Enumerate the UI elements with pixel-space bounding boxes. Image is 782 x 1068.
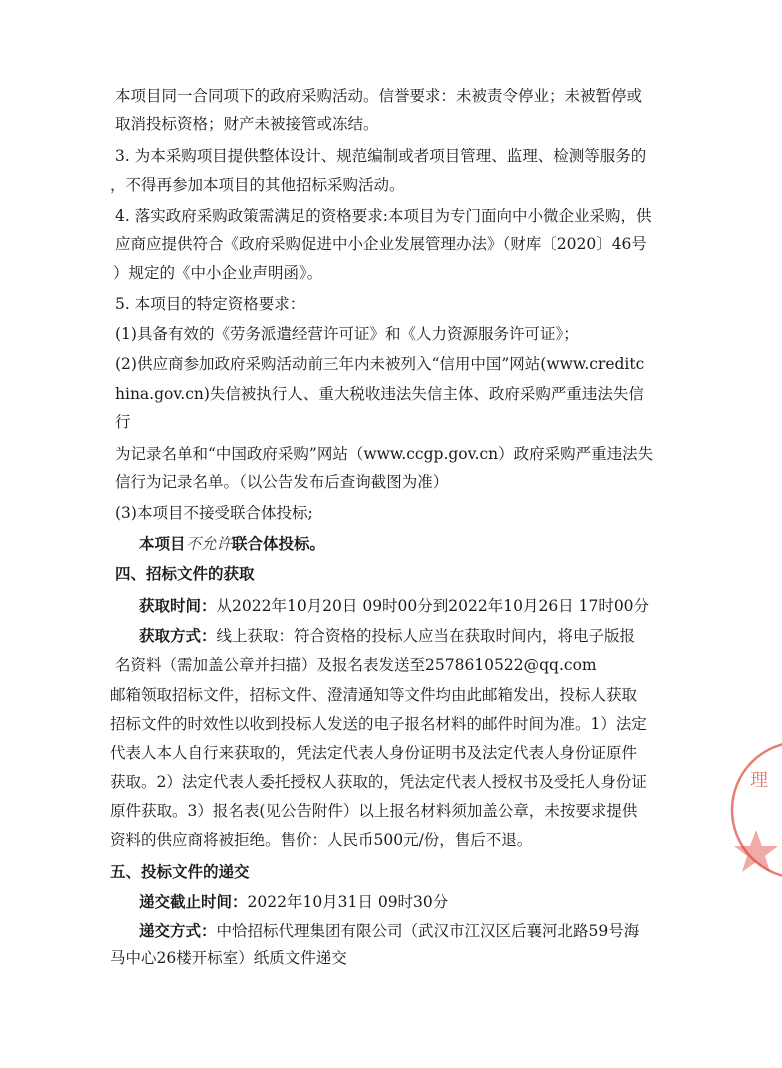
text-line: 3. 为本采购项目提供整体设计、规范编制或者项目管理、监理、检测等服务的 — [115, 147, 647, 165]
field-value: 中恰招标代理集团有限公司（武汉市江汉区后襄河北路59号海 — [216, 922, 640, 940]
field-value: 2022年10月31日 09时30分 — [247, 893, 449, 911]
text-span-italic: 不允许 — [185, 535, 233, 553]
text-span: 本项目 — [139, 535, 186, 553]
text-line: 本项目同一合同项下的政府采购活动。信誉要求：未被责令停业；未被暂停或 — [115, 87, 643, 105]
seal-char: 理 — [750, 770, 768, 791]
seal-star-icon — [734, 830, 778, 872]
text-line: (3)本项目不接受联合体投标; — [115, 504, 313, 522]
text-line: 资料的供应商将被拒绝。售价：人民币500元/份，售后不退。 — [110, 831, 533, 849]
text-line: 获取。2）法定代表人委托授权人获取的，凭法定代表人授权书及受托人身份证 — [110, 773, 647, 791]
text-line: 4. 落实政府采购政策需满足的资格要求:本项目为专门面向中小微企业采购，供 — [115, 207, 652, 225]
text-line — [139, 534, 325, 554]
text-line: ）规定的《中小企业声明函》。 — [113, 264, 323, 282]
text-line: hina.gov.cn)失信被执行人、重大税收违法失信主体、政府采购严重违法失信 — [115, 385, 644, 403]
text-line: (2)供应商参加政府采购活动前三年内未被列入“信用中国”网站(www.creditc — [115, 355, 645, 373]
field-value: 线上获取：符合资格的投标人应当在获取时间内，将电子版报 — [216, 627, 636, 645]
section-heading: 五、投标文件的递交 — [110, 863, 250, 881]
text-line — [139, 892, 448, 912]
seal-graphic — [722, 738, 782, 908]
field-label: 获取方式： — [139, 627, 217, 645]
field-label: 获取时间： — [139, 597, 217, 615]
text-line: 原件获取。3）报名表(见公告附件）以上报名材料须加盖公章，未按要求提供 — [110, 802, 638, 820]
text-line: 代表人本人自行来获取的，凭法定代表人身份证明书及法定代表人身份证原件 — [110, 744, 638, 762]
text-line: 马中心26楼开标室）纸质文件递交 — [110, 949, 347, 967]
text-line — [139, 921, 639, 941]
field-label: 递交方式： — [139, 922, 217, 940]
text-line: 取消投标资格；财产未被接管或冻结。 — [115, 115, 379, 133]
text-line: 5. 本项目的特定资格要求： — [115, 295, 306, 313]
text-line — [139, 626, 635, 646]
text-line: 行 — [115, 413, 131, 431]
field-label: 递交截止时间： — [139, 893, 248, 911]
text-line — [139, 596, 649, 616]
text-line: 为记录名单和“中国政府采购”网站（www.ccgp.gov.cn）政府采购严重违法失 — [115, 445, 654, 463]
text-span: 联合体投标。 — [232, 535, 326, 553]
text-line: 信行为记录名单。（以公告发布后查询截图为准） — [115, 473, 449, 491]
official-seal-fragment — [722, 738, 782, 908]
text-line: 招标文件的时效性以收到投标人发送的电子报名材料的邮件时间为准。1）法定 — [110, 715, 647, 733]
text-line: 名资料（需加盖公章并扫描）及报名表发送至2578610522@qq.com — [115, 656, 597, 674]
text-line: 应商应提供符合《政府采购促进中小企业发展管理办法》（财库〔2020〕46号 — [115, 235, 647, 253]
field-value: 从2022年10月20日 09时00分到2022年10月26日 17时00分 — [216, 597, 650, 615]
text-line: ，不得再参加本项目的其他招标采购活动。 — [110, 176, 405, 194]
section-heading: 四、招标文件的获取 — [115, 565, 255, 583]
text-line: 邮箱领取招标文件，招标文件、澄清通知等文件均由此邮箱发出，投标人获取 — [110, 686, 638, 704]
text-line: (1)具备有效的《劳务派遣经营许可证》和《人力资源服务许可证》； — [115, 325, 579, 343]
